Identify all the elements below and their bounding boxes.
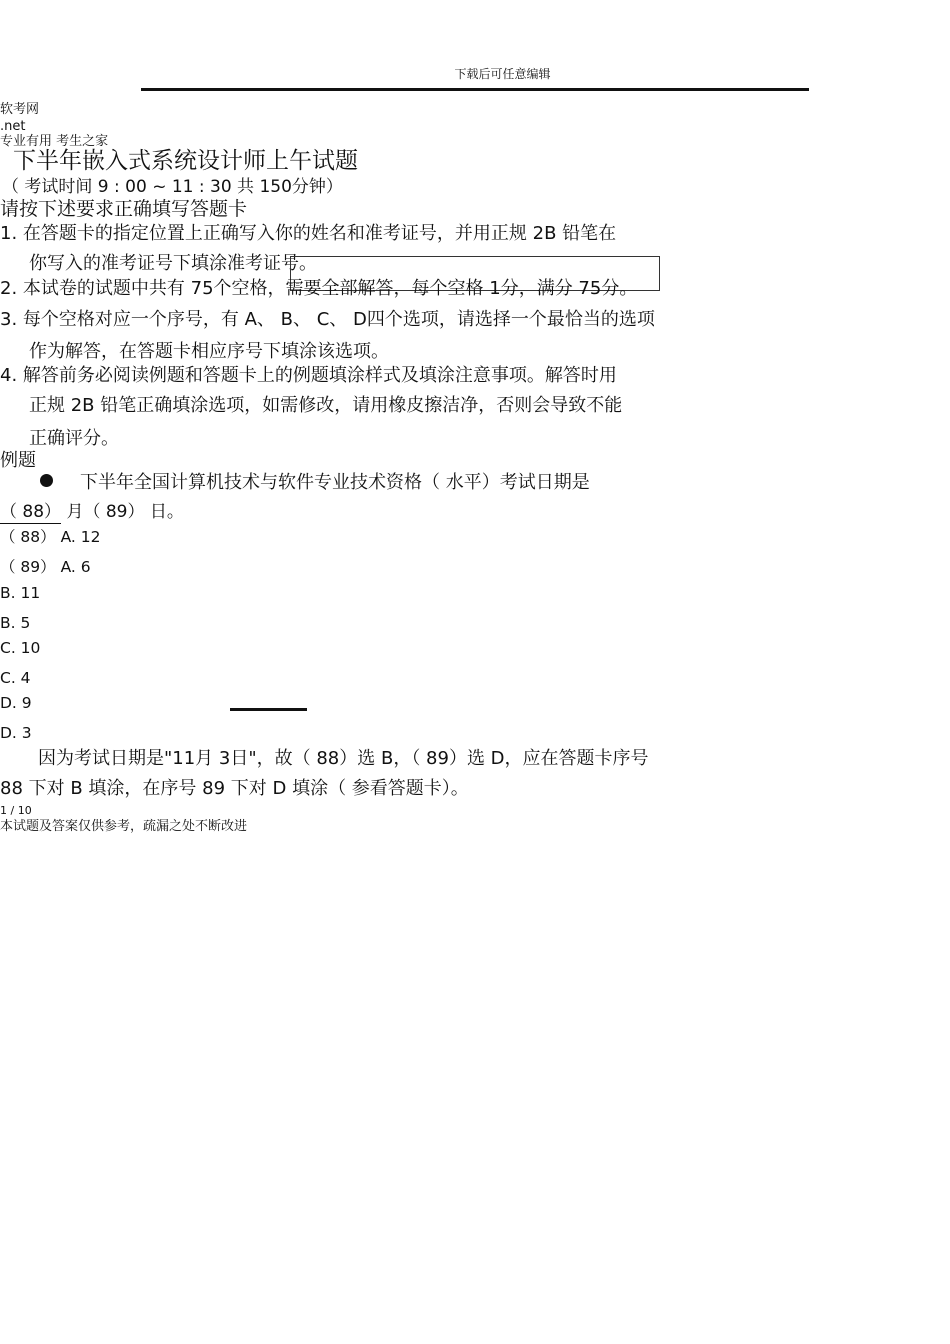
instruction-line: 4. 解答前务必阅读例题和答题卡上的例题填涂样式及填涂注意事项。解答时用 [0,365,617,386]
question-line2-rest: 月（ 89） 日。 [61,502,184,522]
instructions-heading: 请按下述要求正确填写答题卡 [0,198,248,220]
example-question-line2 [0,504,184,521]
example-label: 例题 [0,450,36,471]
footer-disclaimer: 本试题及答案仅供参考，疏漏之处不断改进 [0,819,248,834]
short-rule [230,708,307,711]
header-note: 下载后可任意编辑 [454,67,551,81]
instruction-line: 作为解答，在答题卡相应序号下填涂该选项。 [29,341,389,362]
header-rule [141,88,809,91]
instruction-line: 1. 在答题卡的指定位置上正确写入你的姓名和准考证号，并用正规 2B 铅笔在 [0,223,617,244]
bullet-icon [40,474,53,487]
exam-title: 下半年嵌入式系统设计师上午试题 [13,148,358,174]
example-question-line1: 下半年全国计算机技术与软件专业技术资格（ 水平）考试日期是 [80,472,590,493]
option-item: D. 9 [0,694,32,712]
instruction-line: 3. 每个空格对应一个序号，有 A、 B、 C、 D四个选项，请选择一个最恰当的选项 [0,309,655,330]
option-item: B. 11 [0,584,41,602]
brand-slogan: 专业有用 考生之家 [0,134,109,149]
explanation-line1: 因为考试日期是"11月 3日"，故（ 88）选 B，（ 89）选 D，应在答题卡序号 [38,748,649,769]
option-item: C. 10 [0,639,41,657]
option-item: C. 4 [0,669,31,687]
brand-domain: .net [0,119,26,134]
instruction-line: 正规 2B 铅笔正确填涂选项，如需修改，请用橡皮擦洁净，否则会导致不能 [29,395,623,416]
explanation-line2: 88 下对 B 填涂，在序号 89 下对 D 填涂（ 参看答题卡）。 [0,778,469,799]
option-item: B. 5 [0,614,31,632]
option-item: （ 88） A. 12 [0,528,101,546]
instruction-line: 正确评分。 [29,428,119,449]
exam-time: （ 考试时间 9 : 00 ~ 11 : 30 共 150分钟） [2,177,343,197]
page-number: 1 / 10 [0,804,32,817]
brand-name: 软考网 [0,102,40,117]
instruction-line: 你写入的准考证号下填涂准考证号。 [29,253,317,274]
option-item: D. 3 [0,724,32,742]
option-item: （ 89） A. 6 [0,558,91,576]
answer-blank-88: （ 88） [0,502,62,522]
instruction-line: 2. 本试卷的试题中共有 75个空格，需要全部解答，每个空格 1分，满分 75分。 [0,278,638,299]
